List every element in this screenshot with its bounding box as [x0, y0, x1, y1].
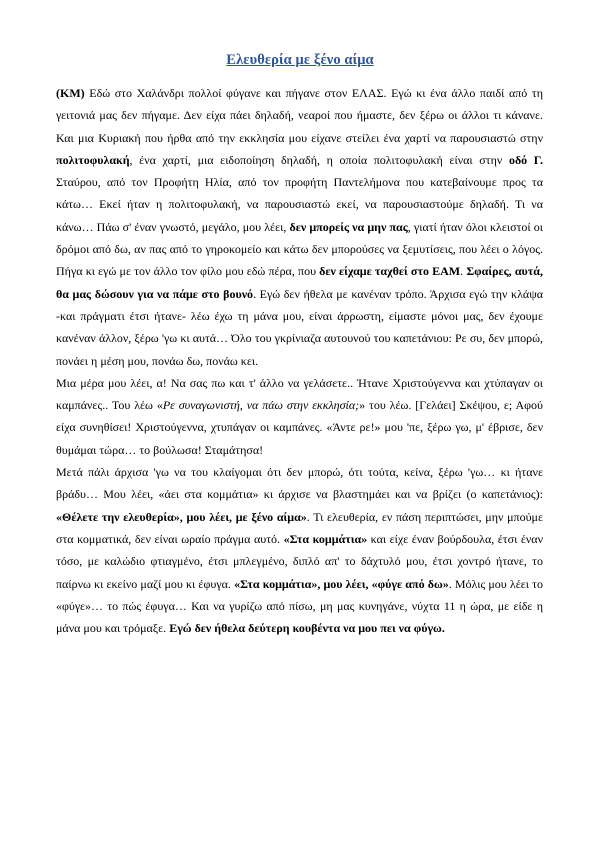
bold-text-segment: «Θέλετε την ελευθερία», μου λέει, με ξένο αίμα»: [56, 509, 307, 524]
text-segment: Εδώ στο Χαλάνδρι πολλοί φύγανε και πήγανε στον ΕΛΑΣ. Εγώ κι ένα άλλο παιδί από τη γειτονιά μας δεν πήγαμε. Δεν είχα πάει δηλαδή, νεαροί που ήμαστε, δεν ξέρω οι άλλοι τι κάνανε. Και μια Κυριακή που ήρθα από την εκκλησία μου είχανε στείλει ένα χαρτί να παρουσιαστώ στην: [56, 86, 543, 145]
bold-text-segment: οδό Γ.: [508, 152, 543, 167]
text-segment: . Τι ελευθερία, εν πάση περιπτώσει, μην μπούμε στα κομματικά, δεν είναι ωραίο πράγμα αυτό.: [56, 509, 543, 546]
document-title: Ελευθερία με ξένο αίμα: [226, 52, 374, 68]
bold-text-segment: πολιτοφυλακή: [56, 152, 130, 167]
text-segment: και είχε έναν βούρδουλα, έτσι έναν τόσο, με καλώδιο φτιαγμένο, έτσι μπλεγμένο, διπλό απ' το δάχτυλό μου, έτσι χοντρό ήτανε, το παίρνω κι εκείνο μαζί μου κι έφυγα.: [56, 531, 543, 591]
text-segment: Μετά πάλι άρχισα 'γω να του κλαίγομαι ότι δεν μπορώ, ότι τούτα, κείνα, ξέρω 'γω… κι ήτανε βράδυ… Μου λέει, «άει στα κομμάτια» κι άρχισε να βλαστημάει και να βρίζει (ο καπετάνιος):: [56, 465, 543, 502]
bold-text-segment: «Στα κομμάτια»: [283, 531, 368, 546]
bold-text-segment: (ΚΜ): [56, 86, 85, 100]
text-segment: .: [460, 264, 467, 279]
bold-text-segment: Σφαίρες, αυτά, θα μας δώσουν για να πάμε στο βουνό: [56, 264, 543, 301]
bold-text-segment: Εγώ δεν ήθελα δεύτερη κουβέντα να μου πει να φύγω.: [169, 621, 445, 636]
text-segment: Σταύρου, από τον Προφήτη Ηλία, από τον προφήτη Παντελήμονα που κατεβαίνουμε προς τα κάτω… Εκεί ήταν η πολιτοφυλακή, να παρουσιαστώ εκεί, να παρουσιαστούμε δηλαδή. Τι να κάνω… Πάω σ' έναν γνωστό, μεγάλο, μου λέει,: [56, 175, 543, 234]
italic-text-segment: Ρε συναγωνιστή, να πάω στην εκκλησία;: [162, 398, 360, 413]
paragraph: [56, 82, 543, 372]
paragraph: [56, 372, 543, 461]
bold-text-segment: δεν είχαμε ταχθεί στο ΕΑΜ: [319, 264, 461, 279]
text-segment: . Εγώ δεν ήθελα με κανέναν τρόπο. Άρχισα εγώ την κλάψα -και πράγματι έτσι ήτανε- λέω έχω τη μάνα μου, είναι άρρωστη, είμαστε μόνοι μας, δεν έχουμε κανέναν άλλον, ξέρω 'γω κι αυτά… Όλο του γκρίνιαζα αυτουνού του καπετάνιου: Ρε συ, δεν μπορώ, πονάει η μέση μου, πονάω δω, πονάω κει.: [56, 286, 544, 368]
text-segment: » του λέω. [Γελάει] Σκέψου, ε; Αφού είχα συνηθίσει! Χριστούγεννα, χτυπάγαν οι καμπάνες. «Άντε ρε!» μου 'πε, ξέρω γω, μ' έβρισε, δεν θυμάμαι τώρα… το βούλωσα! Σταμάτησα!: [56, 398, 543, 457]
text-segment: Μια μέρα μου λέει, α! Να σας πω και τ' άλλο να γελάσετε.. Ήτανε Χριστούγεννα και χτύπαγαν οι καμπάνες.. Του λέω «: [56, 375, 543, 413]
paragraph: [56, 461, 543, 639]
bold-text-segment: δεν μπορείς να μην πας: [289, 219, 408, 234]
text-segment: , ένα χαρτί, μια ειδοποίηση δηλαδή, η οποία πολιτοφυλακή είναι στην: [129, 152, 509, 167]
bold-text-segment: «Στα κομμάτια», μου λέει, «φύγε από δω»: [234, 576, 449, 591]
document-body: [56, 82, 543, 639]
text-segment: , γιατί ήταν όλοι κλειστοί οι δρόμοι από δω, αν πας από το γηροκομείο και κάτω δεν μπορούσες να ξεμυτίσεις, που λέει ο λόγος. Πήγα κι εγώ με τον άλλο τον φίλο μου εδώ πέρα, που: [56, 219, 544, 279]
text-segment: . Μόλις μου λέει το «φύγε»… το πώς έφυγα… Και να γυρίζω από πίσω, μη μας κυνηγάνε, νύχτα 11 η ώρα, με είδε η μάνα μου και τρόμαξε.: [56, 576, 543, 636]
